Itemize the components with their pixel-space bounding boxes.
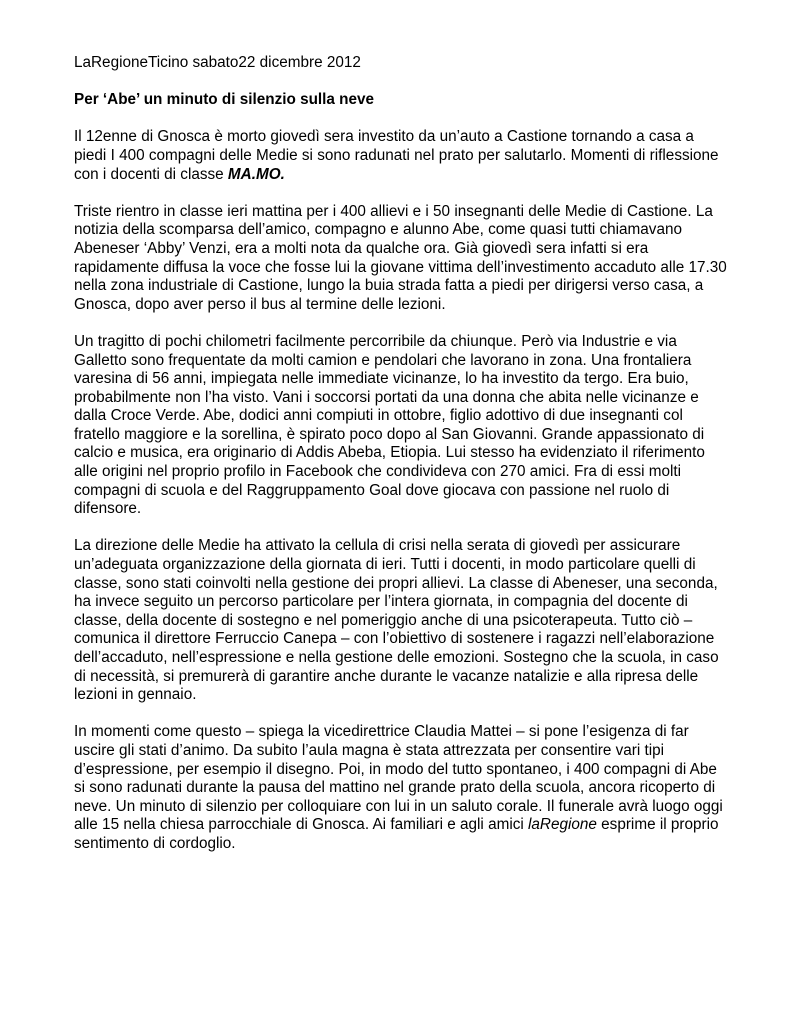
- paragraph-line: dell’accaduto, nell’espressione e nella gestione delle emozioni. Sostegno che la scuola, in caso: [74, 649, 719, 666]
- paragraph-line: calcio e musica, era originario di Addis Abeba, Etiopia. Lui stesso ha evidenziato il riferimento: [74, 444, 705, 462]
- paragraph-line: varesina di 56 anni, impiegata nelle immediate vicinanze, lo ha investito da tergo. Era buio,: [74, 370, 689, 388]
- paragraph-line: nella zona industriale di Castione, lungo la buia strada fatta a piedi per dirigersi verso casa, a: [74, 277, 704, 295]
- spacer: [74, 73, 744, 92]
- spacer: [74, 184, 744, 203]
- paragraph-line: di necessità, si premurerà di garantire anche durante le vacanze natalizie e alla ripresa delle: [74, 667, 699, 685]
- paragraph-line: notizia della scomparsa dell’amico, compagno e alunno Abe, come quasi tutti chiamavano: [74, 221, 682, 239]
- lead-line: piedi I 400 compagni delle Medie si sono radunati nel prato per salutarlo. Momenti di riflessione: [74, 146, 719, 164]
- paragraph-line: classe, sono stati coinvolti nella gestione dei propri allievi. La classe di Abeneser, una seconda,: [74, 574, 718, 592]
- paragraph-line-text: esprime il proprio: [596, 816, 719, 834]
- paragraph-line: un’adeguata organizzazione della giornata di ieri. Tutti i docenti, in modo particolare quelli di: [74, 556, 696, 574]
- paragraph-line: comunica il direttore Ferruccio Canepa – con l’obiettivo di sostenere i ragazzi nell’elaborazione: [74, 630, 715, 648]
- paragraph-line: In momenti come questo – spiega la vicedirettrice Claudia Mattei – si pone l’esigenza di far: [74, 723, 689, 741]
- paragraph-line: Abeneser ‘Abby’ Venzi, era a molti nota da qualche ora. Già giovedì sera infatti si era: [74, 239, 649, 257]
- paragraph-line-text: alle 15 nella chiesa parrocchiale di Gnosca. Ai familiari e agli amici: [74, 816, 529, 834]
- publication-name: laRegione: [528, 816, 597, 834]
- paragraph-line: neve. Un minuto di silenzio per colloquiare con lui in un saluto corale. Il funerale avrà luogo oggi: [74, 797, 723, 815]
- spacer: [74, 519, 744, 538]
- paragraph-line: uscire gli stati d’animo. Da subito l’aula magna è stata attrezzata per consentire vari tipi: [74, 741, 665, 759]
- paragraph-line: fratello maggiore e la sorellina, è spirato poco dopo al San Giovanni. Grande appassionato di: [74, 425, 705, 443]
- header-line: LaRegioneTicino sabato22 dicembre 2012: [74, 54, 361, 71]
- lead-line: [74, 166, 744, 185]
- author-signature: MA.MO.: [227, 165, 285, 183]
- spacer: [74, 705, 744, 724]
- paragraph-line: d’espressione, per esempio il disegno. Poi, in modo del tutto spontaneo, i 400 compagni di Abe: [74, 760, 717, 778]
- paragraph-line: Un tragitto di pochi chilometri facilmente percorribile da chiunque. Però via Industrie e via: [74, 332, 677, 350]
- paragraph-line: ha invece seguito un percorso particolare per l’intera giornata, in compagnia del docente di: [74, 593, 688, 611]
- paragraph-line: [74, 816, 744, 835]
- paragraph-line: sentimento di cordoglio.: [74, 834, 236, 852]
- paragraph-1: [74, 203, 744, 315]
- paragraph-line: lezioni in gennaio.: [74, 686, 197, 704]
- spacer: [74, 110, 744, 129]
- paragraph-line: si sono radunati durante la pausa del mattino nel grande prato della scuola, ancora ricoperto di: [74, 779, 716, 797]
- paragraph-line: classe, della docente di sostegno e nel pomeriggio anche di una psicoterapeuta. Tutto ciò –: [74, 611, 693, 629]
- paragraph-line: alle origini nel proprio profilo in Facebook che condivideva con 270 amici. Fra di essi molti: [74, 463, 682, 481]
- spacer: [74, 314, 744, 333]
- paragraph-line: rapidamente diffusa la voce che fosse lui la giovane vittima dell’investimento accaduto alle 17.30: [74, 258, 727, 276]
- lead-line: Il 12enne di Gnosca è morto giovedì sera investito da un’auto a Castione tornando a casa a: [74, 128, 694, 146]
- paragraph-line: compagni di scuola e del Raggruppamento Goal dove giocava con passione nel ruolo di: [74, 481, 670, 499]
- paragraph-line: La direzione delle Medie ha attivato la cellula di crisi nella serata di giovedì per assicurare: [74, 537, 681, 555]
- document-page: [74, 54, 744, 854]
- paragraph-line: Galletto sono frequentate da molti camion e pendolari che lavorano in zona. Una frontaliera: [74, 351, 692, 369]
- paragraph-line: dalla Croce Verde. Abe, dodici anni compiuti in ottobre, figlio adottivo di due insegnanti col: [74, 407, 683, 425]
- paragraph-3: [74, 537, 744, 704]
- paragraph-line: probabilmente non l’ha visto. Vani i soccorsi portati da una donna che abita nelle vicinanze e: [74, 388, 699, 406]
- lead-paragraph: [74, 128, 744, 184]
- paragraph-line: difensore.: [74, 500, 142, 518]
- paragraph-line: Triste rientro in classe ieri mattina per i 400 allievi e i 50 insegnanti delle Medie di Castione. La: [74, 202, 713, 220]
- paragraph-line: Gnosca, dopo aver perso il bus al termine delle lezioni.: [74, 295, 446, 313]
- paragraph-2: [74, 333, 744, 519]
- lead-line-text: con i docenti di classe: [74, 165, 228, 183]
- article-title: Per ‘Abe’ un minuto di silenzio sulla neve: [74, 91, 375, 109]
- paragraph-4: [74, 723, 744, 853]
